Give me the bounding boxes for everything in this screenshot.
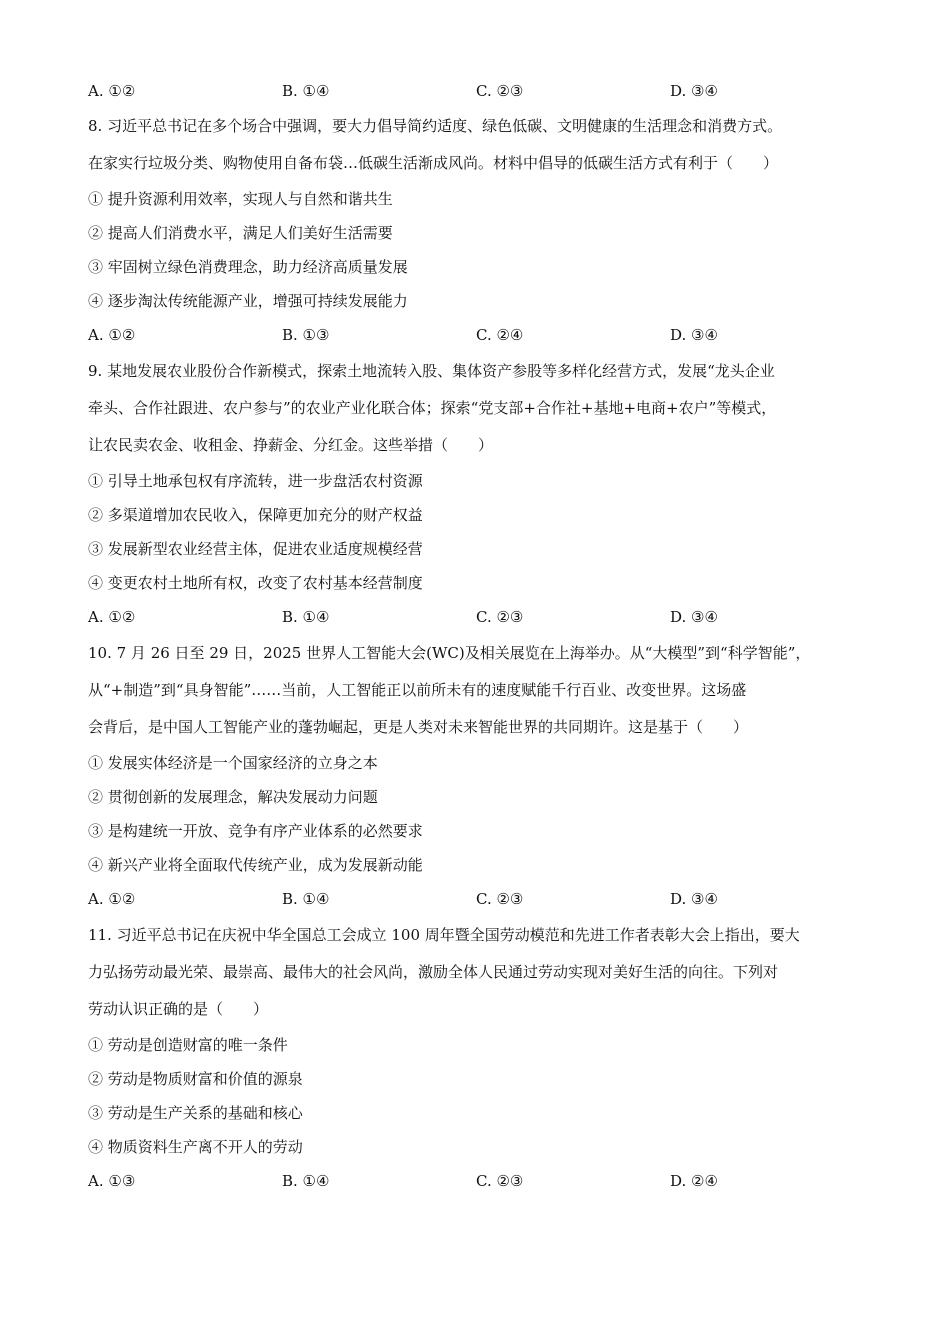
q9-stem-line: 9. 某地发展农业股份合作新模式，探索土地流转入股、集体资产参股等多样化经营方式，发展“龙头企业 bbox=[88, 362, 775, 380]
q11-option-c[interactable]: C. ②③ bbox=[476, 1172, 524, 1190]
q8-stem-line: 在家实行垃圾分类、购物使用自备布袋…低碳生活渐成风尚。材料中倡导的低碳生活方式有利于（ ） bbox=[88, 154, 779, 172]
q11-stem-line: 力弘扬劳动最光荣、最崇高、最伟大的社会风尚，激励全体人民通过劳动实现对美好生活的向往。下列对 bbox=[88, 963, 779, 981]
q8-stem-line: 8. 习近平总书记在多个场合中强调，要大力倡导简约适度、绿色低碳、文明健康的生活理念和消费方式。 bbox=[88, 117, 783, 135]
q9-option-b[interactable]: B. ①④ bbox=[282, 608, 330, 626]
q9-option-d[interactable]: D. ③④ bbox=[670, 608, 718, 626]
q7-option-b[interactable]: B. ①④ bbox=[282, 82, 330, 100]
q11-stem-line: 11. 习近平总书记在庆祝中华全国总工会成立 100 周年暨全国劳动模范和先进工作者表彰大会上指出，要大 bbox=[88, 926, 800, 944]
q11-statement: ② 劳动是物质财富和价值的源泉 bbox=[88, 1070, 303, 1088]
q8-statement: ④ 逐步淘汰传统能源产业，增强可持续发展能力 bbox=[88, 292, 408, 310]
q10-stem-line: 从“+制造”到“具身智能”……当前，人工智能正以前所未有的速度赋能千行百业、改变世界。这场盛 bbox=[88, 681, 747, 699]
q10-option-b[interactable]: B. ①④ bbox=[282, 890, 330, 908]
q7-option-c[interactable]: C. ②③ bbox=[476, 82, 524, 100]
q7-option-d[interactable]: D. ③④ bbox=[670, 82, 718, 100]
q10-option-c[interactable]: C. ②③ bbox=[476, 890, 524, 908]
q8-options bbox=[88, 325, 868, 345]
q10-statement: ② 贯彻创新的发展理念，解决发展动力问题 bbox=[88, 788, 378, 806]
q9-option-c[interactable]: C. ②③ bbox=[476, 608, 524, 626]
q11-stem-line: 劳动认识正确的是（ ） bbox=[88, 1000, 269, 1018]
q8-option-d[interactable]: D. ③④ bbox=[670, 326, 718, 344]
q8-option-c[interactable]: C. ②④ bbox=[476, 326, 524, 344]
q10-stem-line: 会背后，是中国人工智能产业的蓬勃崛起，更是人类对未来智能世界的共同期许。这是基于（ ） bbox=[88, 718, 749, 736]
q9-options bbox=[88, 607, 868, 627]
q10-option-d[interactable]: D. ③④ bbox=[670, 890, 718, 908]
q8-option-a[interactable]: A. ①② bbox=[88, 326, 136, 344]
q9-stem-line: 让农民卖农金、收租金、挣薪金、分红金。这些举措（ ） bbox=[88, 436, 494, 454]
q10-statement: ④ 新兴产业将全面取代传统产业，成为发展新动能 bbox=[88, 856, 423, 874]
q9-statement: ③ 发展新型农业经营主体，促进农业适度规模经营 bbox=[88, 540, 423, 558]
q10-stem-line: 10. 7 月 26 日至 29 日，2025 世界人工智能大会(WC)及相关展览在上海举办。从“大模型”到“科学智能”， bbox=[88, 644, 811, 662]
q11-option-d[interactable]: D. ②④ bbox=[670, 1172, 718, 1190]
q8-statement: ② 提高人们消费水平，满足人们美好生活需要 bbox=[88, 224, 393, 242]
q8-statement: ① 提升资源利用效率，实现人与自然和谐共生 bbox=[88, 190, 393, 208]
q10-statement: ① 发展实体经济是一个国家经济的立身之本 bbox=[88, 754, 378, 772]
q7-options bbox=[88, 81, 868, 101]
q10-statement: ③ 是构建统一开放、竞争有序产业体系的必然要求 bbox=[88, 822, 423, 840]
q11-statement: ① 劳动是创造财富的唯一条件 bbox=[88, 1036, 288, 1054]
q8-statement: ③ 牢固树立绿色消费理念，助力经济高质量发展 bbox=[88, 258, 408, 276]
q11-option-b[interactable]: B. ①④ bbox=[282, 1172, 330, 1190]
q9-statement: ① 引导土地承包权有序流转，进一步盘活农村资源 bbox=[88, 472, 423, 490]
q11-option-a[interactable]: A. ①③ bbox=[88, 1172, 136, 1190]
q7-option-a[interactable]: A. ①② bbox=[88, 82, 136, 100]
q11-statement: ③ 劳动是生产关系的基础和核心 bbox=[88, 1104, 303, 1122]
q9-statement: ② 多渠道增加农民收入，保障更加充分的财产权益 bbox=[88, 506, 423, 524]
q9-option-a[interactable]: A. ①② bbox=[88, 608, 136, 626]
q11-statement: ④ 物质资料生产离不开人的劳动 bbox=[88, 1138, 303, 1156]
q10-option-a[interactable]: A. ①② bbox=[88, 890, 136, 908]
q8-option-b[interactable]: B. ①③ bbox=[282, 326, 330, 344]
q9-stem-line: 牵头、合作社跟进、农户参与”的农业产业化联合体；探索“党支部+合作社+基地+电商+农户”等模式， bbox=[88, 399, 777, 417]
q11-options bbox=[88, 1171, 868, 1191]
q10-options bbox=[88, 889, 868, 909]
q9-statement: ④ 变更农村土地所有权，改变了农村基本经营制度 bbox=[88, 574, 423, 592]
